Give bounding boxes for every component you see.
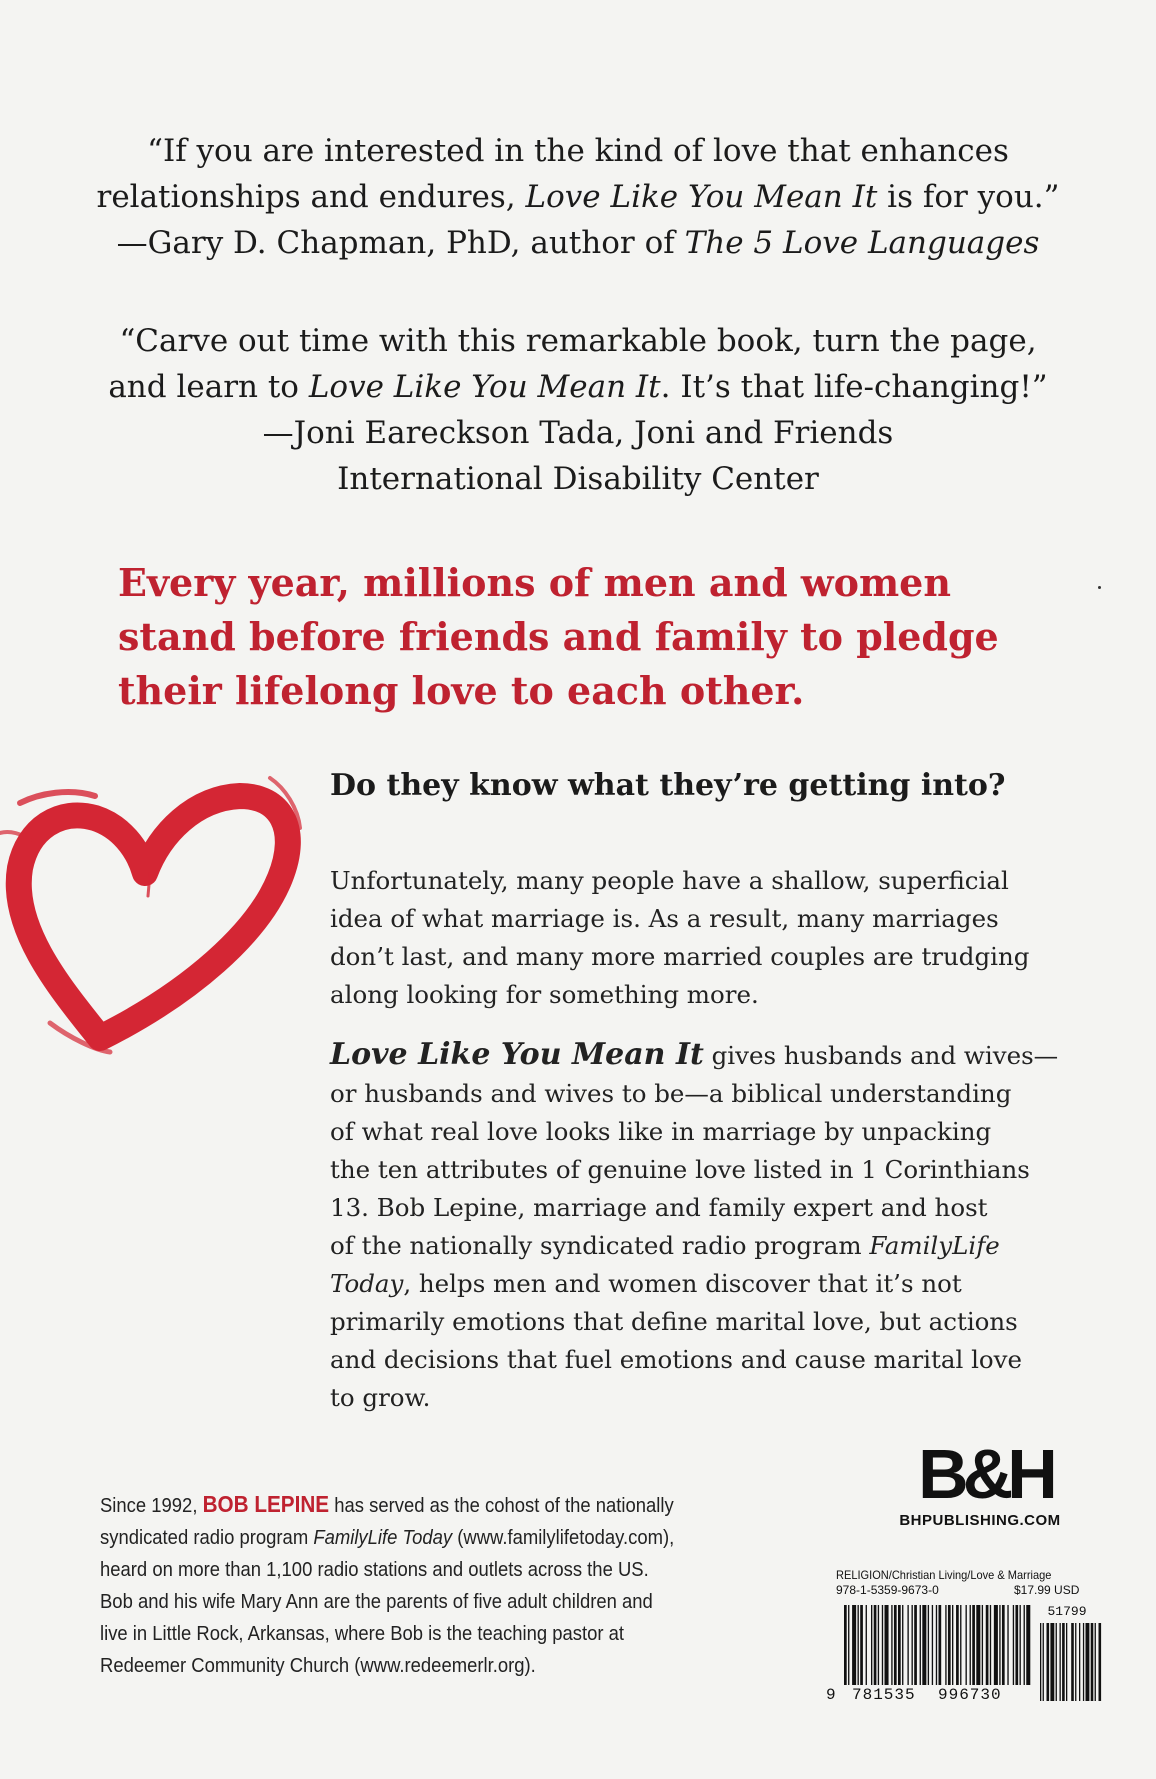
barcode-bar — [871, 1605, 872, 1685]
barcode-addon-bar — [1086, 1623, 1090, 1701]
barcode-addon-bar — [1062, 1623, 1065, 1701]
quote-attribution: —Gary D. Chapman, PhD, author of The 5 Love Languages — [116, 225, 1040, 261]
publisher-logo — [900, 1438, 1070, 1504]
barcode-bar — [966, 1605, 967, 1685]
book-title: The 5 Love Languages — [684, 225, 1040, 261]
barcode-addon-bar — [1083, 1623, 1084, 1701]
barcode-bar — [891, 1605, 892, 1685]
barcode-addon-bar — [1040, 1623, 1041, 1701]
barcode-bar — [960, 1605, 961, 1685]
barcode-bar — [907, 1605, 908, 1685]
book-category: RELIGION/Christian Living/Love & Marriage — [836, 1568, 1052, 1582]
barcode-addon-bar — [1091, 1623, 1094, 1701]
barcode-bar — [894, 1605, 897, 1685]
barcode-right-digits: 996730 — [938, 1686, 1002, 1704]
publisher-website: BHPUBLISHING.COM — [899, 1512, 1061, 1529]
barcode-bar — [914, 1605, 917, 1685]
bio-line: live in Little Rock, Arkansas, where Bob is the teaching pastor at — [100, 1622, 625, 1645]
program-name: FamilyLife — [869, 1231, 1000, 1260]
bio-line: Redeemer Community Church (www.redeemerlr.org). — [100, 1654, 536, 1677]
barcode-bar — [956, 1605, 959, 1685]
price: $17.99 USD — [1014, 1583, 1080, 1597]
barcode-bar — [976, 1605, 980, 1685]
author-name: BOB LEPINE — [202, 1491, 330, 1517]
hook-line: their lifelong love to each other. — [118, 668, 805, 713]
barcode-bar — [874, 1605, 877, 1685]
barcode-bar — [866, 1605, 867, 1685]
body-line: 13. Bob Lepine, marriage and family expert and host — [330, 1193, 988, 1222]
body-line: don’t last, and many more married couples are trudging — [330, 942, 1030, 971]
body-line: of what real love looks like in marriage by unpacking — [330, 1117, 992, 1146]
quote-line: relationships and endures, Love Like You Mean It is for you.” — [96, 179, 1060, 215]
body-line: the ten attributes of genuine love listed in 1 Corinthians — [330, 1155, 1030, 1184]
barcode-bar — [948, 1605, 951, 1685]
barcode-bar — [898, 1605, 901, 1685]
program-name: Today — [330, 1269, 404, 1298]
quote-attribution: —Joni Eareckson Tada, Joni and Friends — [262, 415, 894, 451]
bio-line: Since 1992, BOB LEPINE has served as the cohost of the nationally — [100, 1491, 674, 1517]
barcode-addon-bar — [1079, 1623, 1080, 1701]
barcode-bar — [945, 1605, 946, 1685]
barcode-bar — [1024, 1605, 1025, 1685]
body-line: and decisions that fuel emotions and cause marital love — [330, 1345, 1022, 1374]
barcode-addon-bar — [1056, 1623, 1057, 1701]
barcode-bar — [848, 1605, 849, 1685]
barcode-bar — [952, 1605, 953, 1685]
barcode-left-digits: 781535 — [852, 1686, 916, 1704]
barcode-bar — [936, 1605, 937, 1685]
body-line: or husbands and wives to be—a biblical understanding — [330, 1079, 1012, 1108]
description-paragraph-2 — [330, 1036, 1100, 1417]
bio-line: heard on more than 1,100 radio stations and outlets across the US. — [100, 1558, 649, 1581]
speck — [1098, 586, 1101, 589]
quote-attribution: International Disability Center — [337, 461, 819, 497]
barcode-bar — [852, 1605, 856, 1685]
barcode-bar — [1026, 1605, 1030, 1685]
quote-line: “If you are interested in the kind of love that enhances — [147, 133, 1009, 169]
barcode-addon-bar — [1050, 1623, 1054, 1701]
body-line: Today, helps men and women discover that it’s not — [330, 1269, 962, 1298]
hook-line: Every year, millions of men and women — [118, 560, 951, 605]
section-question: Do they know what they’re getting into? — [330, 768, 1006, 803]
program-name: FamilyLife Today — [313, 1526, 453, 1549]
author-bio — [100, 1488, 820, 1682]
publisher-logo-text: B&H — [918, 1438, 1052, 1504]
hook-line: stand before friends and family to pledge — [118, 614, 999, 659]
barcode-bar — [970, 1605, 971, 1685]
body-line: along looking for something more. — [330, 980, 759, 1009]
description-paragraph-1 — [330, 862, 1100, 1014]
heart-icon — [0, 738, 310, 1064]
book-title: Love Like You Mean It — [308, 369, 661, 405]
isbn-number: 978-1-5359-9673-0 — [836, 1583, 939, 1597]
barcode-addon-bar — [1071, 1623, 1074, 1701]
body-line: to grow. — [330, 1383, 431, 1412]
barcode-bar — [1013, 1605, 1014, 1685]
barcode-bar — [986, 1605, 989, 1685]
barcode-addon-bar — [1043, 1623, 1044, 1701]
barcode-bar — [1020, 1605, 1021, 1685]
body-line: Love Like You Mean It gives husbands and wives— — [330, 1037, 1059, 1072]
body-line: idea of what marriage is. As a result, many marriages — [330, 904, 999, 933]
barcode-bar — [1007, 1605, 1008, 1685]
barcode-bar — [878, 1605, 879, 1685]
barcode-bar — [982, 1605, 983, 1685]
barcode-bar — [922, 1605, 926, 1685]
barcode-addon-bar — [1075, 1623, 1076, 1701]
barcode-bar — [932, 1605, 933, 1685]
barcode-bar — [912, 1605, 913, 1685]
barcode-bar — [994, 1605, 998, 1685]
barcode-bar — [928, 1605, 929, 1685]
body-line: primarily emotions that define marital love, but actions — [330, 1307, 1018, 1336]
barcode-addon-bar — [1047, 1623, 1050, 1701]
endorsement-quote-chapman — [0, 128, 1156, 266]
quote-line: and learn to Love Like You Mean It. It’s that life-changing!” — [108, 369, 1048, 405]
book-title: Love Like You Mean It — [330, 1037, 704, 1072]
barcode-bar — [1015, 1605, 1018, 1685]
barcode-bar — [939, 1605, 942, 1685]
quote-line: “Carve out time with this remarkable book, turn the page, — [119, 323, 1037, 359]
bio-line: syndicated radio program FamilyLife Today (www.familylifetoday.com), — [100, 1526, 675, 1549]
bio-line: Bob and his wife Mary Ann are the parents of five adult children and — [100, 1590, 653, 1613]
barcode-lead-digit: 9 — [826, 1686, 836, 1704]
book-title: Love Like You Mean It — [525, 179, 878, 215]
barcode-bar — [860, 1605, 863, 1685]
barcode-bar — [920, 1605, 921, 1685]
barcode-bar — [885, 1605, 889, 1685]
barcode-addon-digits: 51799 — [1047, 1604, 1087, 1619]
barcode-addon-bar — [1066, 1623, 1067, 1701]
barcode-bar — [972, 1605, 975, 1685]
barcode-bar — [858, 1605, 859, 1685]
barcode-bar — [902, 1605, 903, 1685]
body-line: Unfortunately, many people have a shallow, superficial — [330, 866, 1009, 895]
barcode-addon-bar — [1060, 1623, 1061, 1701]
barcode-bar — [990, 1605, 991, 1685]
body-line: of the nationally syndicated radio program FamilyLife — [330, 1231, 1000, 1260]
hook-headline — [118, 556, 1018, 718]
barcode-bar — [882, 1605, 883, 1685]
barcode-bar — [1002, 1605, 1005, 1685]
endorsement-quote-tada — [0, 318, 1156, 502]
barcode-bar — [999, 1605, 1000, 1685]
barcode-bar — [844, 1605, 847, 1685]
barcode-addon-bar — [1095, 1623, 1096, 1701]
barcode-addon-bar — [1099, 1623, 1102, 1701]
